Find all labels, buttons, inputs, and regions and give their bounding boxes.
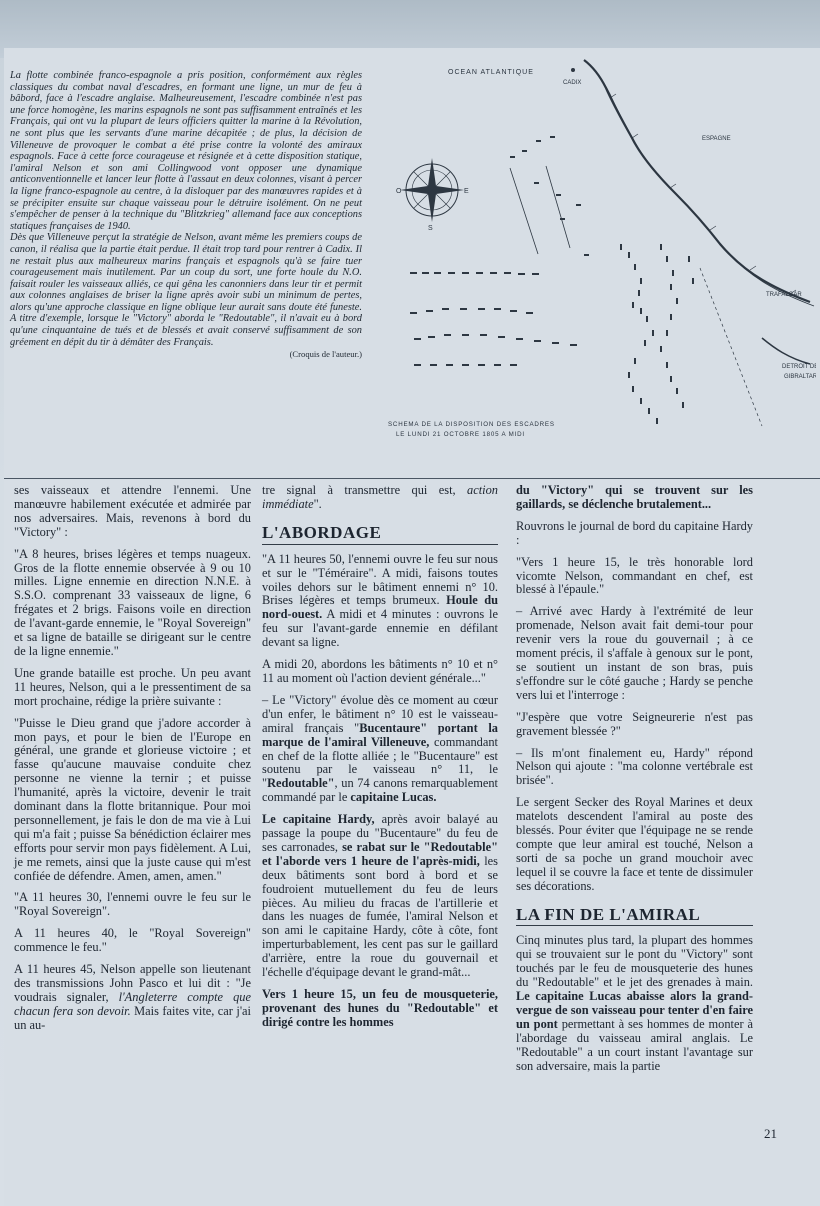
trafalgar-label: TRAFALGAR — [766, 292, 802, 298]
text-run: permettant à ses hommes de monter à l'abordage du vaisseau amiral anglais. Le "Redoutable" a un court instant l'avantage sur son adversaire, mais la partie — [516, 1016, 754, 1073]
british-column-middle — [410, 308, 533, 314]
british-column-south — [414, 364, 517, 366]
british-column-collingwood — [414, 334, 577, 346]
text-run-bold: Le capitaine Hardy, — [262, 812, 375, 827]
text-run-italic: action immédiate — [262, 483, 498, 511]
schema-title-line2: LE LUNDI 21 OCTOBRE 1805 A MIDI — [396, 431, 525, 438]
col2-paragraph: A midi 20, abordons les bâtiments n° 10 et n° 11 au moment où l'action devient générale..." — [262, 657, 498, 685]
schema-title-line1: SCHEMA DE LA DISPOSITION DES ESCADRES — [388, 421, 555, 428]
col2-paragraph — [262, 484, 498, 512]
caption-paragraph-1: La flotte combinée franco-espagnole a pris position, conformément aux règles classiques du combat naval d'escadres, en formant une ligne, un mur de feu à bâbord, face à l'escadre anglaise. Malheureusement, l'escadre combinée n'est pas une force homogène, les marins espagnols ne sont pas suffisamment entraînés et les Français, qui ont vu la plupart de leurs officiers quitter la marine à la Révolution, ne sont plus que les servants d'une marine décapitée ; de plus, la décision de Villeneuve de provoquer le combat a été prise contre la volonté des amiraux espagnols. Face à cette force courageuse et résignée et à cette disposition statique, l'amiral Nelson et son ami Collingwood vont opposer une dynamique anticonventionnelle et lancer leur flotte à l'assaut en deux colonnes, visant à percer la ligne franco-espagnole au centre, à la disloquer par des manœuvres rapides et à se précipiter ensuite sur chaque vaisseau pour le détruire isolément. On ne peut s'empêcher de penser à la technique du "Blitzkrieg" allemand face aux conceptions statiques françaises de 1940. — [10, 70, 362, 232]
col2-paragraph — [262, 813, 498, 980]
compass-south: S — [428, 225, 433, 232]
col3-paragraph: "J'espère que votre Seigneurerie n'est pas gravement blessée ?" — [516, 709, 753, 738]
text-run: commandant en chef de la flotte alliée ; le "Bucentaure" est soutenu par le vaisseau n° 11, le " — [262, 734, 498, 791]
page-number: 21 — [764, 1126, 777, 1141]
col2-paragraph — [262, 553, 498, 650]
compass-rose — [400, 158, 464, 222]
text-run: ". — [313, 496, 322, 511]
detroit-label: DETROIT DE — [782, 364, 816, 370]
text-run: "A 11 heures 50, l'ennemi ouvre le feu sur nous et sur le "Téméraire". A midi, faisons toutes voiles dehors sur le bâtiment ennemi n° 10. Brises légères et temps brumeux. — [262, 551, 498, 608]
col2-paragraph: Vers 1 heure 15, un feu de mousqueterie, provenant des hunes du "Redoutable" et dirigé contre les hommes — [262, 987, 498, 1029]
text-run: A 11 heures 45, Nelson appelle son lieutenant des transmissions John Pasco et lui dit : "Je voudrais signaler, — [14, 962, 251, 1004]
fleet-track — [700, 268, 762, 426]
compass-east: E — [464, 188, 469, 195]
text-run-bold: Redoutable" — [267, 776, 335, 791]
text-run: après avoir balayé au passage la poupe du "Bucentaure" du feu de ses carronades, — [262, 812, 498, 854]
col3-paragraph: du "Victory" qui se trouvent sur les gaillards, se déclenche brutalement... — [516, 483, 753, 511]
section-heading-abordage: L'ABORDAGE — [262, 526, 498, 545]
col1-paragraph: A 11 heures 40, le "Royal Sovereign" commence le feu." — [14, 926, 251, 955]
battle-map-drawing — [370, 58, 816, 468]
ships-scattered — [510, 136, 589, 256]
ocean-label: OCEAN ATLANTIQUE — [448, 69, 534, 76]
col1-paragraph: ses vaisseaux et attendre l'ennemi. Une manœuvre habilement exécutée et admirée par nos adversaires. Mais, revenons à bord du "Victory" : — [14, 483, 251, 539]
text-run: Mais faites vite, car j'ai un au- — [14, 1003, 252, 1032]
caption-credit: (Croquis de l'auteur.) — [289, 349, 362, 360]
article-column-3 — [516, 484, 753, 1082]
col3-paragraph: – Ils m'ont finalement eu, Hardy" répond Nelson qui ajoute : "ma colonne vertébrale est brisée". — [516, 745, 753, 788]
text-run-italic: l'Angleterre compte que chacun fera son devoir. — [14, 989, 251, 1018]
espagne-label: ESPAGNE — [702, 136, 731, 142]
col3-paragraph — [516, 934, 753, 1073]
coast-hatching — [610, 94, 796, 294]
text-run-bold: Le capitaine Lucas abaisse alors la grand-vergue de son vaisseau pour tenter d'en faire un pont — [516, 989, 753, 1031]
text-run-bold: se rabat sur le "Redoutable" et l'aborde vers 1 heure de l'après-midi, — [262, 839, 498, 868]
section-heading-fin-amiral: LA FIN DE L'AMIRAL — [516, 908, 753, 927]
battle-map — [370, 58, 816, 468]
col3-paragraph: – Arrivé avec Hardy à l'extrémité de leur promenade, Nelson avait fait demi-tour pour revenir vers la roue du gouvernail ; à ce moment précis, il s'affale à genoux sur le pont, se soutient un instant de son bras, puis s'effondre sur le côté gauche ; Hardy se penche vers lui et l'interroge : — [516, 604, 753, 702]
col3-paragraph: Rouvrons le journal de bord du capitaine Hardy : — [516, 518, 753, 547]
text-run: – Le "Victory" évolue dès ce moment au cœur d'un enfer, le bâtiment n° 10 est le vaisseau-amiral français " — [262, 692, 498, 735]
south-coastline — [762, 338, 810, 364]
col1-paragraph: "Puisse le Dieu grand que j'adore accorder à mon pays, et pour le bien de l'Europe en général, une grande et glorieuse victoire ; et fasse qu'aucune mauvaise conduite chez personne ne vienne la ternir ; et puisse l'humanité, après la victoire, devenir le trait dominant dans la flotte britannique. Pour moi personnellement, je fais le don de ma vie à Lui qui m'a fait ; puisse Sa bénédiction éclairer mes efforts pour servir mon pays fidèlement. A Lui, je me remets, ainsi que la juste cause qui m'est confiée de défendre. Amen, amen, amen." — [14, 715, 251, 883]
text-run: tre signal à transmettre qui est, — [262, 483, 468, 497]
col1-paragraph: Une grande bataille est proche. Un peu avant 11 heures, Nelson, qui a le pressentiment de sa mort prochaine, rédige la prière suivante : — [14, 665, 251, 708]
col3-paragraph: "Vers 1 heure 15, le très honorable lord vicomte Nelson, commandant en chef, est blessé à l'épaule." — [516, 554, 753, 597]
compass-west: O — [396, 188, 402, 195]
col1-paragraph: "A 11 heures 30, l'ennemi ouvre le feu sur le "Royal Sovereign". — [14, 890, 251, 919]
combined-fleet-line — [620, 244, 694, 424]
cadix-marker — [571, 68, 575, 72]
text-run: , un 74 canons remarquablement commandé par le — [262, 776, 498, 805]
wind-arrow-2 — [546, 166, 570, 248]
coastline-inner — [586, 62, 814, 306]
wind-arrow — [510, 168, 538, 254]
text-run: Cinq minutes plus tard, la plupart des hommes qui se trouvaient sur le pont du "Victory" sont touchés par le feu de mousqueterie des hunes du "Redoutable" et le jet des grenades à main. — [516, 933, 753, 990]
text-run-bold: Houle du nord-ouest. — [262, 593, 499, 622]
caption-paragraph-2: Dès que Villeneuve perçut la stratégie de Nelson, avant même les premiers coups de canon, il réalisa que la partie était perdue. Il était trop tard pour rentrer à Cadix. Il ne restait plus aux malheureux marins français et espagnols qu'à se faire tuer courageusement mais inutilement. Par un coup du sort, une forte houle du N.O. faisait rouler les vaisseaux alliés, ce qui gêna les canonniers dans leur tir et permit aux colonnes anglaises de briser la ligne après avoir subi un minimum de pertes, alors qu'une approche classique en ligne oblique leur aurait sans doute été funeste. A titre d'exemple, lorsque le "Victory" aborda le "Redoutable", il n'avait eu à bord qu'une cinquantaine de tués et de blessés et avait conservé suffisamment de son gréement en dépit du tir à démâter des Français. — [10, 232, 362, 348]
cadix-label: CADIX — [563, 80, 582, 86]
coastline — [584, 60, 810, 302]
text-run-bold: capitaine Lucas. — [350, 790, 437, 805]
map-caption — [10, 70, 362, 361]
col1-paragraph: "A 8 heures, brises légères et temps nuageux. Gros de la flotte ennemie observée à 9 ou 10 milles. Ligne ennemie en direction N.N.E. à S.S.O. comprenant 33 vaisseaux de ligne, 6 frégates et 2 brigs. Faisons voile en direction de l'avant-garde ennemie, le "Royal Sovereign" et sa ligne de bataille se dirigeant sur le centre de la ligne ennemie." — [14, 546, 251, 658]
text-run-bold: Bucentaure" portant la marque de l'amiral Villeneuve, — [262, 720, 498, 749]
col2-paragraph — [262, 694, 498, 805]
article-column-1 — [14, 484, 251, 1041]
section-rule — [4, 478, 820, 479]
gibraltar-label: GIBRALTAR — [784, 374, 816, 380]
text-run: les deux bâtiments sont bord à bord et se foudroient mutuellement du feu de leurs pièces. Au milieu du fracas de l'artillerie et dans les nuages de fumée, l'amiral Nelson et son ami le capitaine Hardy, côte à côte, font imperturbablement, les cent pas sur le gaillard d'arrière, entre la roue du gouvernail et l'échelle d'équipage devant le grand-mât... — [262, 853, 498, 980]
article-column-2 — [262, 484, 498, 1038]
text-run: A midi et 4 minutes : ouvrons le feu sur l'avant-garde ennemie en défilant devant sa ligne. — [262, 607, 498, 650]
british-column-nelson — [410, 272, 539, 275]
col3-paragraph: Le sergent Secker des Royal Marines et deux matelots descendent l'amiral au poste des blessés. Pour éviter que l'équipage ne se rende compte que leur amiral est touché, Nelson a sorti de sa poche un grand mouchoir avec lequel il se couvre la face et tente de dissimuler ses décorations. — [516, 795, 753, 893]
col1-paragraph — [14, 963, 251, 1033]
